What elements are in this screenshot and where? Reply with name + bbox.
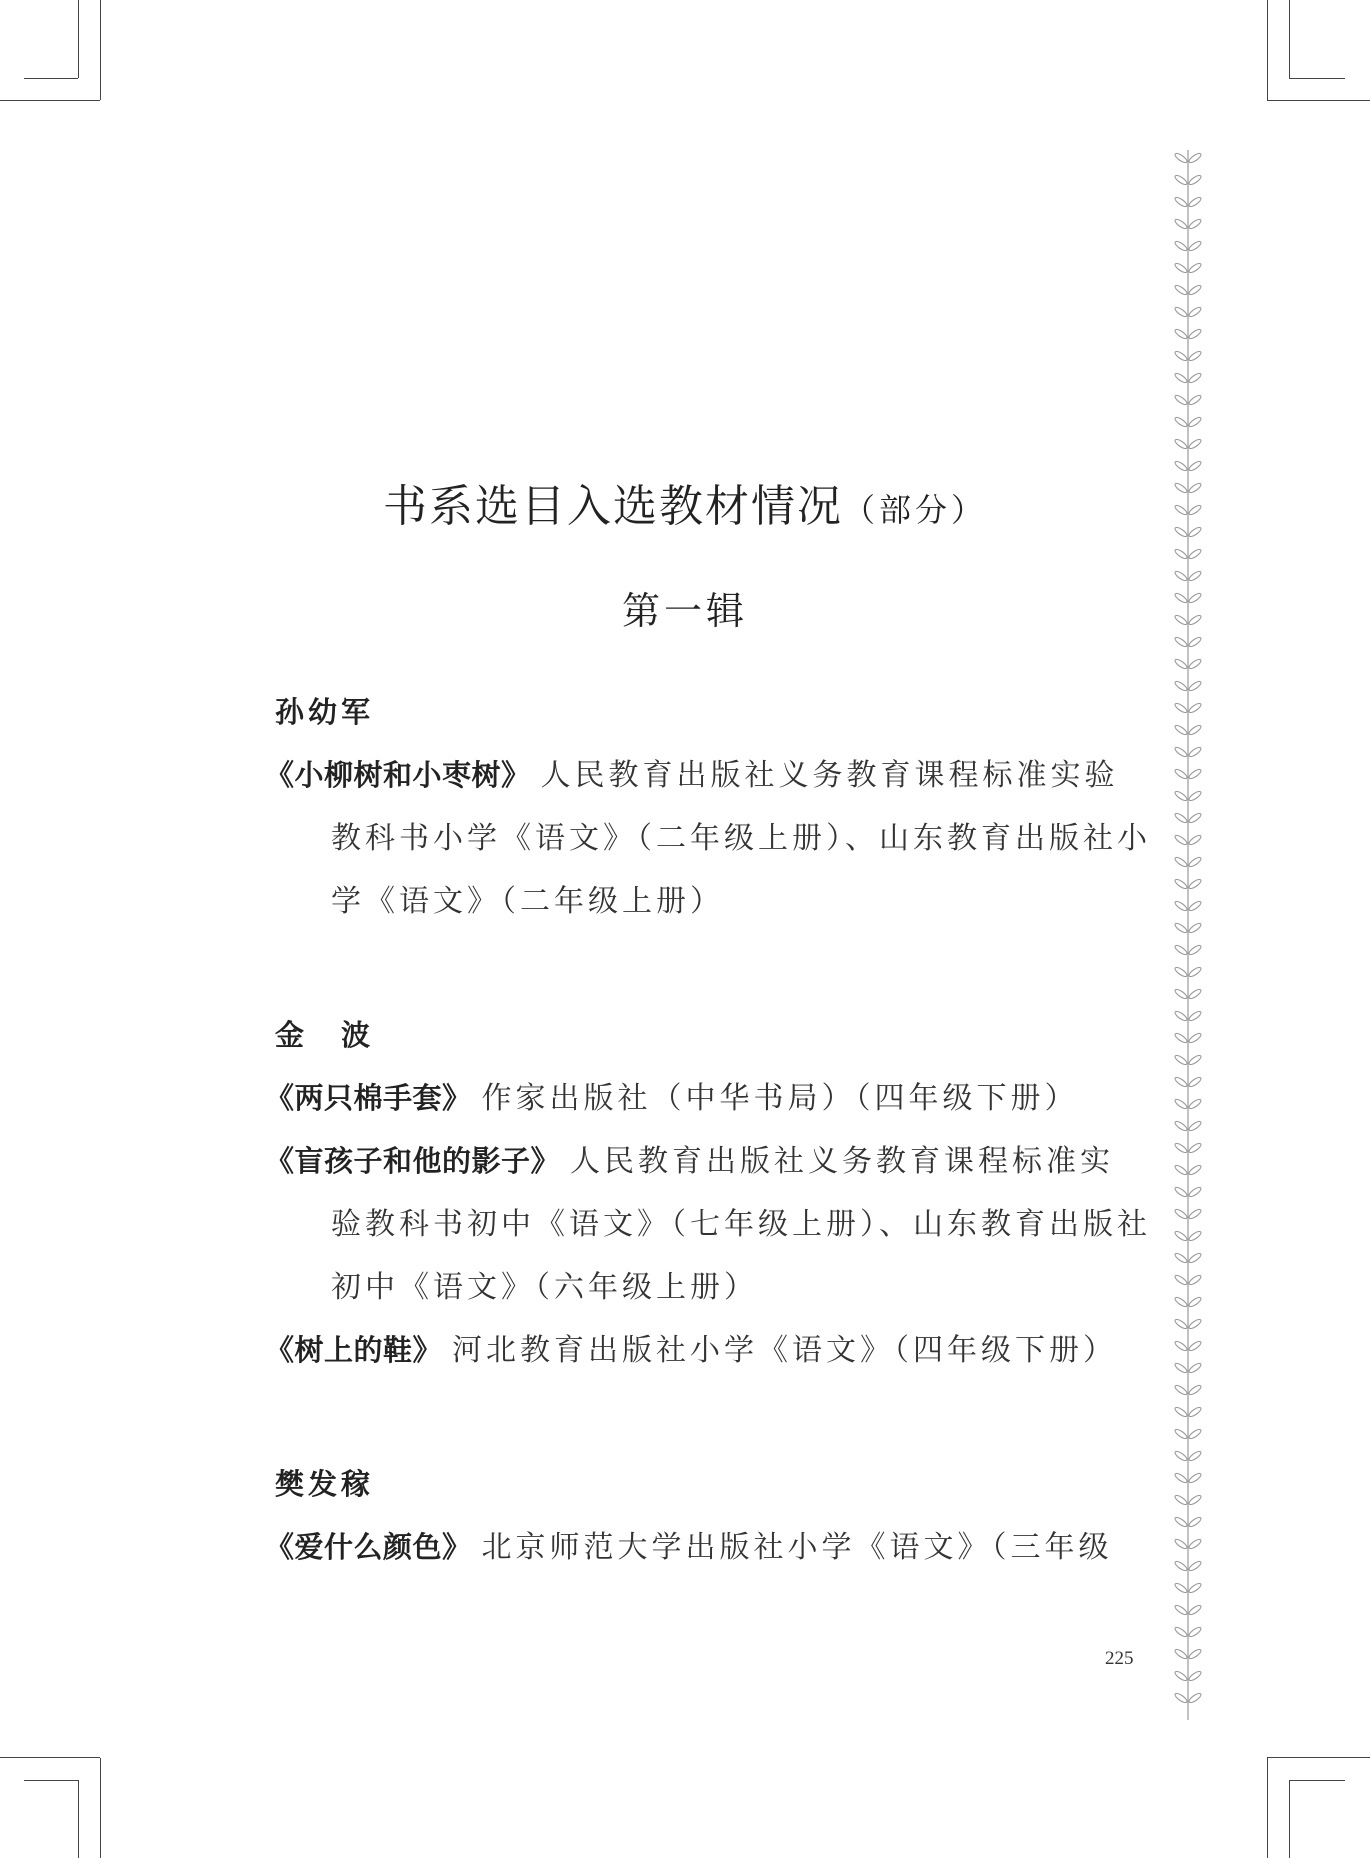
vine-leaf xyxy=(1188,1428,1202,1440)
vine-leaf xyxy=(1188,790,1202,802)
vine-leaf xyxy=(1188,284,1202,296)
vine-leaf xyxy=(1188,548,1202,560)
vine-leaf xyxy=(1174,1164,1188,1176)
vine-leaf xyxy=(1174,1648,1188,1660)
crop-mark xyxy=(0,1757,100,1758)
section-heading: 第一辑 xyxy=(621,589,748,633)
vine-leaf xyxy=(1174,1120,1188,1132)
vine-leaf xyxy=(1188,922,1202,934)
vine-leaf xyxy=(1174,350,1188,362)
crop-mark xyxy=(0,100,100,101)
vine-leaf xyxy=(1188,1692,1202,1704)
vine-leaf xyxy=(1188,1450,1202,1462)
vine-leaf xyxy=(1188,1296,1202,1308)
vine-leaf xyxy=(1188,1186,1202,1198)
vine-leaf xyxy=(1174,658,1188,670)
crop-mark xyxy=(1289,1780,1290,1858)
author-block xyxy=(265,1452,1125,1579)
vine-leaf xyxy=(1174,1692,1188,1704)
vine-leaf xyxy=(1174,196,1188,208)
vine-leaf xyxy=(1174,768,1188,780)
vine-leaf xyxy=(1188,328,1202,340)
vine-leaf xyxy=(1188,878,1202,890)
vine-leaf xyxy=(1188,1560,1202,1572)
vine-leaf xyxy=(1174,1252,1188,1264)
author-block xyxy=(265,1003,1151,1382)
vine-leaf xyxy=(1174,1582,1188,1594)
vine-leaf xyxy=(1188,1032,1202,1044)
vine-leaf xyxy=(1188,768,1202,780)
vine-leaf xyxy=(1188,1208,1202,1220)
vine-leaf xyxy=(1188,262,1202,274)
vine-leaf xyxy=(1174,1318,1188,1330)
vine-leaf xyxy=(1188,1164,1202,1176)
crop-mark xyxy=(1267,0,1268,100)
page-number: 225 xyxy=(1105,1648,1134,1669)
crop-mark xyxy=(1267,1757,1370,1758)
vine-leaf xyxy=(1174,746,1188,758)
vine-leaf xyxy=(1174,328,1188,340)
vine-leaf xyxy=(1188,196,1202,208)
crop-mark xyxy=(1267,100,1370,101)
entry-text: 验教科书初中《语文》（七年级上册）、山东教育出版社 xyxy=(331,1207,1151,1242)
vine-leaf xyxy=(1188,1604,1202,1616)
work-title: 《树上的鞋》 xyxy=(265,1333,443,1367)
vine-leaf xyxy=(1174,900,1188,912)
vine-leaf xyxy=(1174,1406,1188,1418)
title-main: 书系选目入选教材情况 xyxy=(382,481,843,532)
vine-leaf xyxy=(1174,1384,1188,1396)
vine-leaf xyxy=(1174,944,1188,956)
entry-text: 教科书小学《语文》（二年级上册）、山东教育出版社小 xyxy=(331,821,1151,856)
vine-leaf xyxy=(1174,152,1188,164)
entry-text: 人民教育出版社义务教育课程标准实 xyxy=(570,1144,1115,1179)
vine-leaf xyxy=(1174,966,1188,978)
title-sub: （部分） xyxy=(842,491,987,529)
vine-leaf xyxy=(1174,1604,1188,1616)
vine-leaf xyxy=(1174,1142,1188,1154)
work-entry xyxy=(265,1516,1125,1579)
vine-leaf xyxy=(1188,394,1202,406)
vine-leaf xyxy=(1174,1054,1188,1066)
vine-leaf xyxy=(1174,812,1188,824)
vine-leaf xyxy=(1174,306,1188,318)
crop-mark xyxy=(100,1758,101,1858)
vine-leaf xyxy=(1174,1098,1188,1110)
vine-leaf xyxy=(1174,262,1188,274)
entry-text: 作家出版社（中华书局）（四年级下册） xyxy=(481,1081,1079,1116)
vine-leaf xyxy=(1188,174,1202,186)
vine-leaf xyxy=(1174,1274,1188,1286)
crop-mark xyxy=(1289,1780,1345,1781)
vine-leaf xyxy=(1174,394,1188,406)
vine-leaf xyxy=(1174,1076,1188,1088)
vine-leaf xyxy=(1188,152,1202,164)
vine-leaf xyxy=(1174,1428,1188,1440)
vine-leaf xyxy=(1188,900,1202,912)
entry-text: 北京师范大学出版社小学《语文》（三年级 xyxy=(481,1530,1113,1565)
vine-leaf xyxy=(1174,1032,1188,1044)
vine-leaf xyxy=(1174,922,1188,934)
vine-leaf xyxy=(1188,988,1202,1000)
vine-leaf xyxy=(1174,218,1188,230)
vine-leaf xyxy=(1188,350,1202,362)
vine-leaf xyxy=(1188,746,1202,758)
entry-text: 初中《语文》（六年级上册） xyxy=(331,1270,758,1305)
page-title xyxy=(0,470,1370,534)
work-entry xyxy=(265,1067,1125,1130)
entry-text: 学《语文》（二年级上册） xyxy=(331,884,724,919)
vine-leaf xyxy=(1174,1340,1188,1352)
vine-leaf xyxy=(1174,1494,1188,1506)
vine-leaf xyxy=(1174,1560,1188,1572)
vine-leaf xyxy=(1188,1384,1202,1396)
vine-leaf xyxy=(1188,1318,1202,1330)
vine-leaf xyxy=(1188,240,1202,252)
vine-leaf xyxy=(1174,1626,1188,1638)
vine-leaf xyxy=(1188,1274,1202,1286)
vine-leaf xyxy=(1188,944,1202,956)
vine-leaf xyxy=(1188,1340,1202,1352)
author-name: 孙幼军 xyxy=(275,695,375,729)
vine-leaf xyxy=(1174,1010,1188,1022)
vine-leaf xyxy=(1188,1494,1202,1506)
crop-mark xyxy=(1289,78,1345,79)
vine-leaf xyxy=(1174,438,1188,450)
vine-leaf xyxy=(1174,416,1188,428)
vine-leaf xyxy=(1188,636,1202,648)
work-entry xyxy=(265,1319,1125,1382)
crop-mark xyxy=(100,0,101,100)
vine-leaf xyxy=(1188,1538,1202,1550)
crop-mark xyxy=(78,1780,79,1858)
vine-leaf xyxy=(1174,1296,1188,1308)
vine-leaf xyxy=(1188,1648,1202,1660)
crop-mark xyxy=(1289,0,1290,78)
vine-leaf xyxy=(1188,702,1202,714)
vine-leaf xyxy=(1174,856,1188,868)
work-entry xyxy=(265,744,1151,933)
vine-leaf xyxy=(1174,1362,1188,1374)
vine-leaf xyxy=(1174,1208,1188,1220)
vine-leaf xyxy=(1174,702,1188,714)
vine-leaf xyxy=(1174,724,1188,736)
vine-leaf xyxy=(1188,1142,1202,1154)
vine-leaf xyxy=(1188,1362,1202,1374)
work-entry xyxy=(265,1130,1151,1319)
work-title: 《盲孩子和他的影子》 xyxy=(265,1144,561,1178)
vine-leaf xyxy=(1188,1626,1202,1638)
vine-leaf xyxy=(1174,988,1188,1000)
vine-leaf xyxy=(1188,658,1202,670)
vine-leaf xyxy=(1188,1406,1202,1418)
work-title: 《小柳树和小枣树》 xyxy=(265,758,531,792)
vine-leaf xyxy=(1188,1230,1202,1242)
vine-leaf xyxy=(1174,1538,1188,1550)
vine-ornament xyxy=(1168,150,1208,1730)
entry-text: 河北教育出版社小学《语文》（四年级下册） xyxy=(452,1333,1118,1368)
vine-leaf xyxy=(1174,1472,1188,1484)
vine-leaf xyxy=(1174,636,1188,648)
vine-leaf xyxy=(1188,1010,1202,1022)
vine-leaf xyxy=(1188,1098,1202,1110)
vine-leaf xyxy=(1174,1670,1188,1682)
vine-leaf xyxy=(1188,416,1202,428)
vine-leaf xyxy=(1188,1670,1202,1682)
vine-leaf xyxy=(1188,724,1202,736)
author-block xyxy=(265,680,1151,933)
crop-mark xyxy=(24,1780,78,1781)
entry-text: 人民教育出版社义务教育课程标准实验 xyxy=(540,758,1119,793)
crop-mark xyxy=(1267,1758,1268,1858)
vine-leaf xyxy=(1174,834,1188,846)
vine-leaf xyxy=(1188,680,1202,692)
crop-mark xyxy=(24,78,78,79)
vine-leaf xyxy=(1174,1186,1188,1198)
vine-leaf xyxy=(1174,174,1188,186)
vine-leaf xyxy=(1174,1230,1188,1242)
vine-leaf xyxy=(1174,240,1188,252)
catalog-body xyxy=(265,680,1151,1579)
work-title: 《两只棉手套》 xyxy=(265,1081,472,1115)
vine-leaf xyxy=(1174,680,1188,692)
vine-leaf xyxy=(1188,306,1202,318)
vine-leaf xyxy=(1188,1516,1202,1528)
vine-leaf xyxy=(1174,1516,1188,1528)
vine-leaf xyxy=(1188,1252,1202,1264)
vine-leaf xyxy=(1188,1582,1202,1594)
vine-leaf xyxy=(1188,438,1202,450)
vine-leaf xyxy=(1174,1450,1188,1462)
work-title: 《爱什么颜色》 xyxy=(265,1530,472,1564)
vine-leaf xyxy=(1174,790,1188,802)
vine-leaf xyxy=(1188,834,1202,846)
author-name: 樊发稼 xyxy=(275,1467,375,1501)
author-name: 金 波 xyxy=(275,1018,375,1052)
vine-leaf xyxy=(1188,812,1202,824)
vine-leaf xyxy=(1188,1076,1202,1088)
vine-leaf xyxy=(1188,1472,1202,1484)
vine-leaf xyxy=(1188,966,1202,978)
vine-leaf xyxy=(1188,372,1202,384)
vine-leaf xyxy=(1188,856,1202,868)
vine-leaf xyxy=(1174,878,1188,890)
vine-leaf xyxy=(1174,284,1188,296)
vine-leaf xyxy=(1174,372,1188,384)
vine-leaf xyxy=(1188,1120,1202,1132)
crop-mark xyxy=(78,0,79,78)
vine-leaf xyxy=(1188,1054,1202,1066)
vine-leaf xyxy=(1188,218,1202,230)
vine-leaf xyxy=(1174,548,1188,560)
